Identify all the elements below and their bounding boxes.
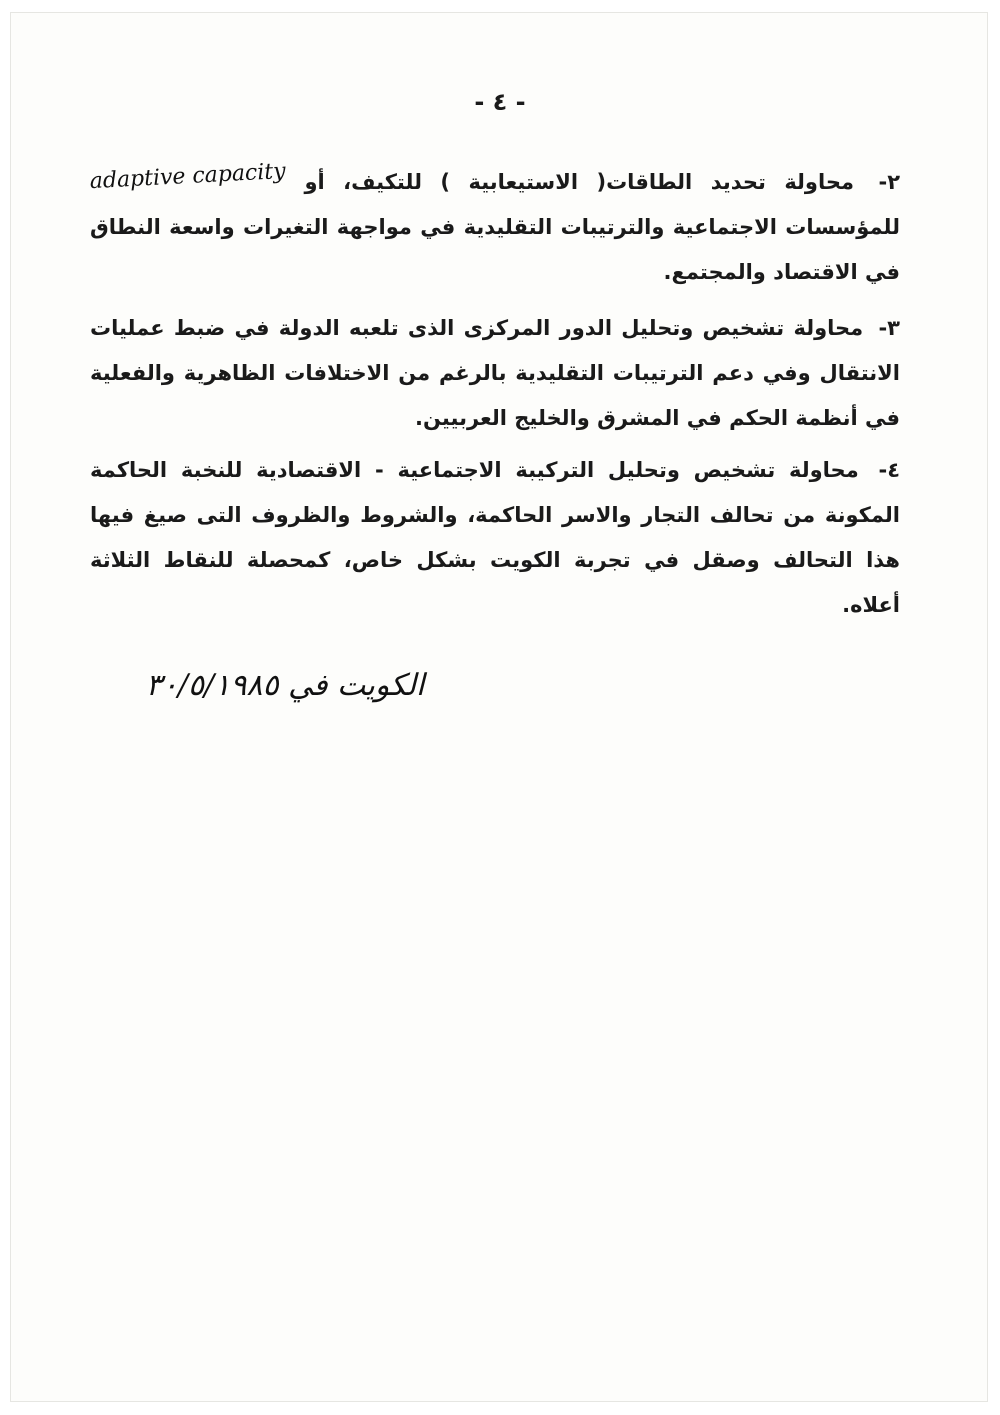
list-item-2 (90, 160, 900, 295)
handwritten-term: adaptive capacity (89, 158, 287, 195)
list-item-3 (90, 306, 900, 441)
handwritten-place-date: الكويت في ٣٠/٥/١٩٨٥ (145, 668, 425, 703)
item-number: ٢- (878, 170, 901, 194)
item-number: ٤- (878, 458, 901, 482)
item-text: محاولة تشخيص وتحليل التركيبة الاجتماعية - الاقتصادية للنخبة الحاكمة المكونة من تحالف التجار والاسر الحاكمة، والشروط والظروف التى صيغ فيها هذا التحالف وصقل في تجربة الكويت بشكل خاص، كمحصلة للنقاط الثلاثة أعلاه. (90, 458, 900, 617)
page-number: - ٤ - (474, 88, 526, 116)
item-number: ٣- (878, 316, 900, 340)
item-text-part-1: محاولة تحديد الطاقات( الاستيعابية ) للتكيف، أو (304, 170, 855, 194)
list-item-4 (90, 448, 900, 628)
item-text-part-2: للمؤسسات الاجتماعية والترتيبات التقليدية في مواجهة التغيرات واسعة النطاق في الاقتصاد والمجتمع. (90, 215, 900, 284)
item-text: محاولة تشخيص وتحليل الدور المركزى الذى تلعبه الدولة في ضبط عمليات الانتقال وفي دعم الترتيبات التقليدية بالرغم من الاختلافات الظاهرية والفعلية في أنظمة الحكم في المشرق والخليج العربيين. (90, 316, 900, 430)
